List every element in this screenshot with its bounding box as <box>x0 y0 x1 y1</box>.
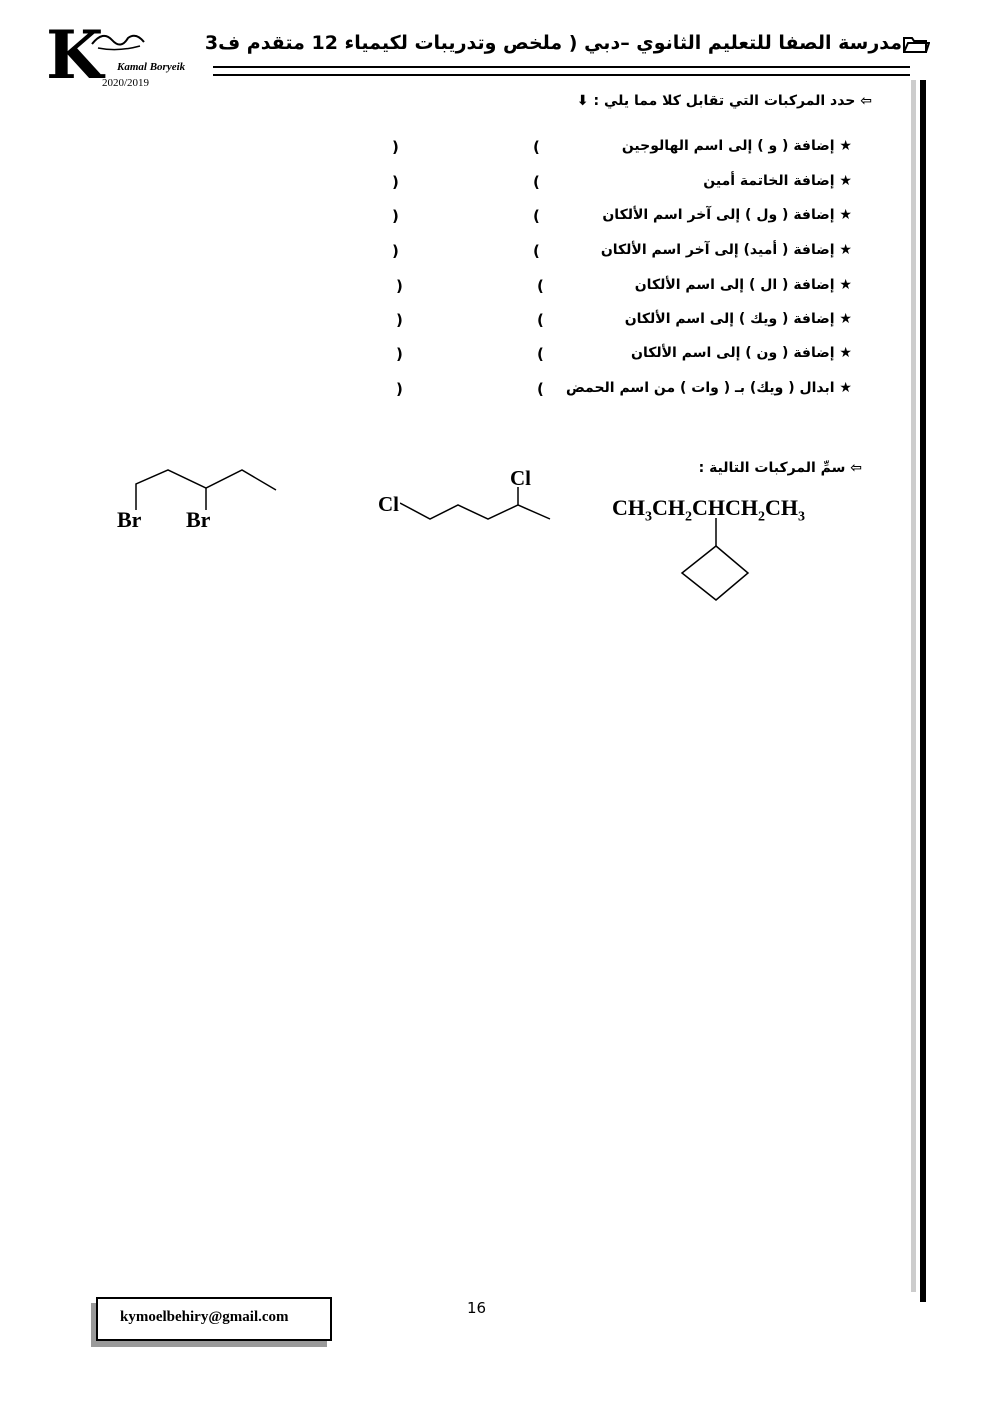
compound-2-cl-top: Cl <box>510 466 531 490</box>
answer-open-paren: ( <box>537 277 544 295</box>
list-item <box>566 380 852 396</box>
section-title-identify: ⇦ حدد المركبات التي تقابل كلا مما يلي : ⬇ <box>576 93 872 109</box>
page-number: 16 <box>467 1299 487 1317</box>
arrow-icon: ⇦ <box>845 460 862 476</box>
answer-open-paren: ( <box>533 173 540 191</box>
list-item <box>631 345 852 361</box>
list-item-text: ابدال ( ويك) بـ ( وات ) من اسم الحمض <box>565 380 835 396</box>
list-item <box>622 138 852 154</box>
star-bullet-icon: ★ <box>834 138 852 154</box>
star-bullet-icon: ★ <box>834 345 852 361</box>
star-bullet-icon: ★ <box>834 277 852 293</box>
answer-close-paren: ) <box>392 138 399 156</box>
answer-open-paren: ( <box>533 207 540 225</box>
folder-icon <box>902 34 930 54</box>
answer-close-paren: ) <box>396 311 403 329</box>
answer-close-paren: ) <box>396 277 403 295</box>
margin-bar <box>920 80 926 1302</box>
compound-3-br-2: Br <box>186 507 211 532</box>
section-title-name: ⇦ سمِّ المركبات التالية : <box>698 460 862 476</box>
list-item <box>703 173 852 189</box>
compound-1-ring <box>676 518 756 608</box>
author-email: kymoelbehiry@gmail.com <box>120 1309 289 1325</box>
answer-close-paren: ) <box>392 242 399 260</box>
star-bullet-icon: ★ <box>834 380 852 396</box>
answer-open-paren: ( <box>533 138 540 156</box>
star-bullet-icon: ★ <box>834 207 852 223</box>
compound-1-formula: $CH_3CH_2CHCH_2CH_3$ <box>612 495 805 525</box>
answer-open-paren: ( <box>537 380 544 398</box>
answer-close-paren: ) <box>392 207 399 225</box>
compound-3-br-1: Br <box>117 507 142 532</box>
list-item-text: إضافة ( و ) إلى اسم الهالوجين <box>621 138 835 154</box>
list-item-text: إضافة ( أميد) إلى آخر اسم الألكان <box>600 242 835 258</box>
star-bullet-icon: ★ <box>834 242 852 258</box>
signature-logo <box>88 24 148 54</box>
list-item <box>635 277 852 293</box>
list-item-text: إضافة ( ال ) إلى اسم الألكان <box>634 277 835 293</box>
answer-open-paren: ( <box>533 242 540 260</box>
answer-open-paren: ( <box>537 345 544 363</box>
arrow-icon: ⇦ <box>855 93 872 109</box>
star-bullet-icon: ★ <box>834 311 852 327</box>
margin-bar-shadow <box>911 80 916 1292</box>
header-divider <box>213 66 910 76</box>
star-bullet-icon: ★ <box>834 173 852 189</box>
list-item-text: إضافة ( ول ) إلى آخر اسم الألكان <box>602 207 835 223</box>
compound-2-cl-left: Cl <box>378 492 399 516</box>
list-item-text: إضافة ( ويك ) إلى اسم الألكان <box>624 311 835 327</box>
down-hand-icon: ⬇ <box>576 93 589 109</box>
logo-letter: K <box>46 16 104 94</box>
list-item <box>625 311 852 327</box>
answer-close-paren: ) <box>396 380 403 398</box>
page-title: مدرسة الصفا للتعليم الثانوي –دبي ( ملخص وتدريبات لكيمياء 12 متقدم ف3 <box>204 32 902 54</box>
list-item-text: إضافة الخاتمة أمين <box>703 173 835 189</box>
compound-2-skeleton <box>400 485 560 535</box>
list-item <box>601 242 852 258</box>
answer-open-paren: ( <box>537 311 544 329</box>
answer-close-paren: ) <box>396 345 403 363</box>
list-item <box>602 207 852 223</box>
author-name: Kamal Boryeik <box>117 61 186 73</box>
answer-close-paren: ) <box>392 173 399 191</box>
school-year: 2020/2019 <box>102 77 150 89</box>
list-item-text: إضافة ( ون ) إلى اسم الألكان <box>631 345 835 361</box>
